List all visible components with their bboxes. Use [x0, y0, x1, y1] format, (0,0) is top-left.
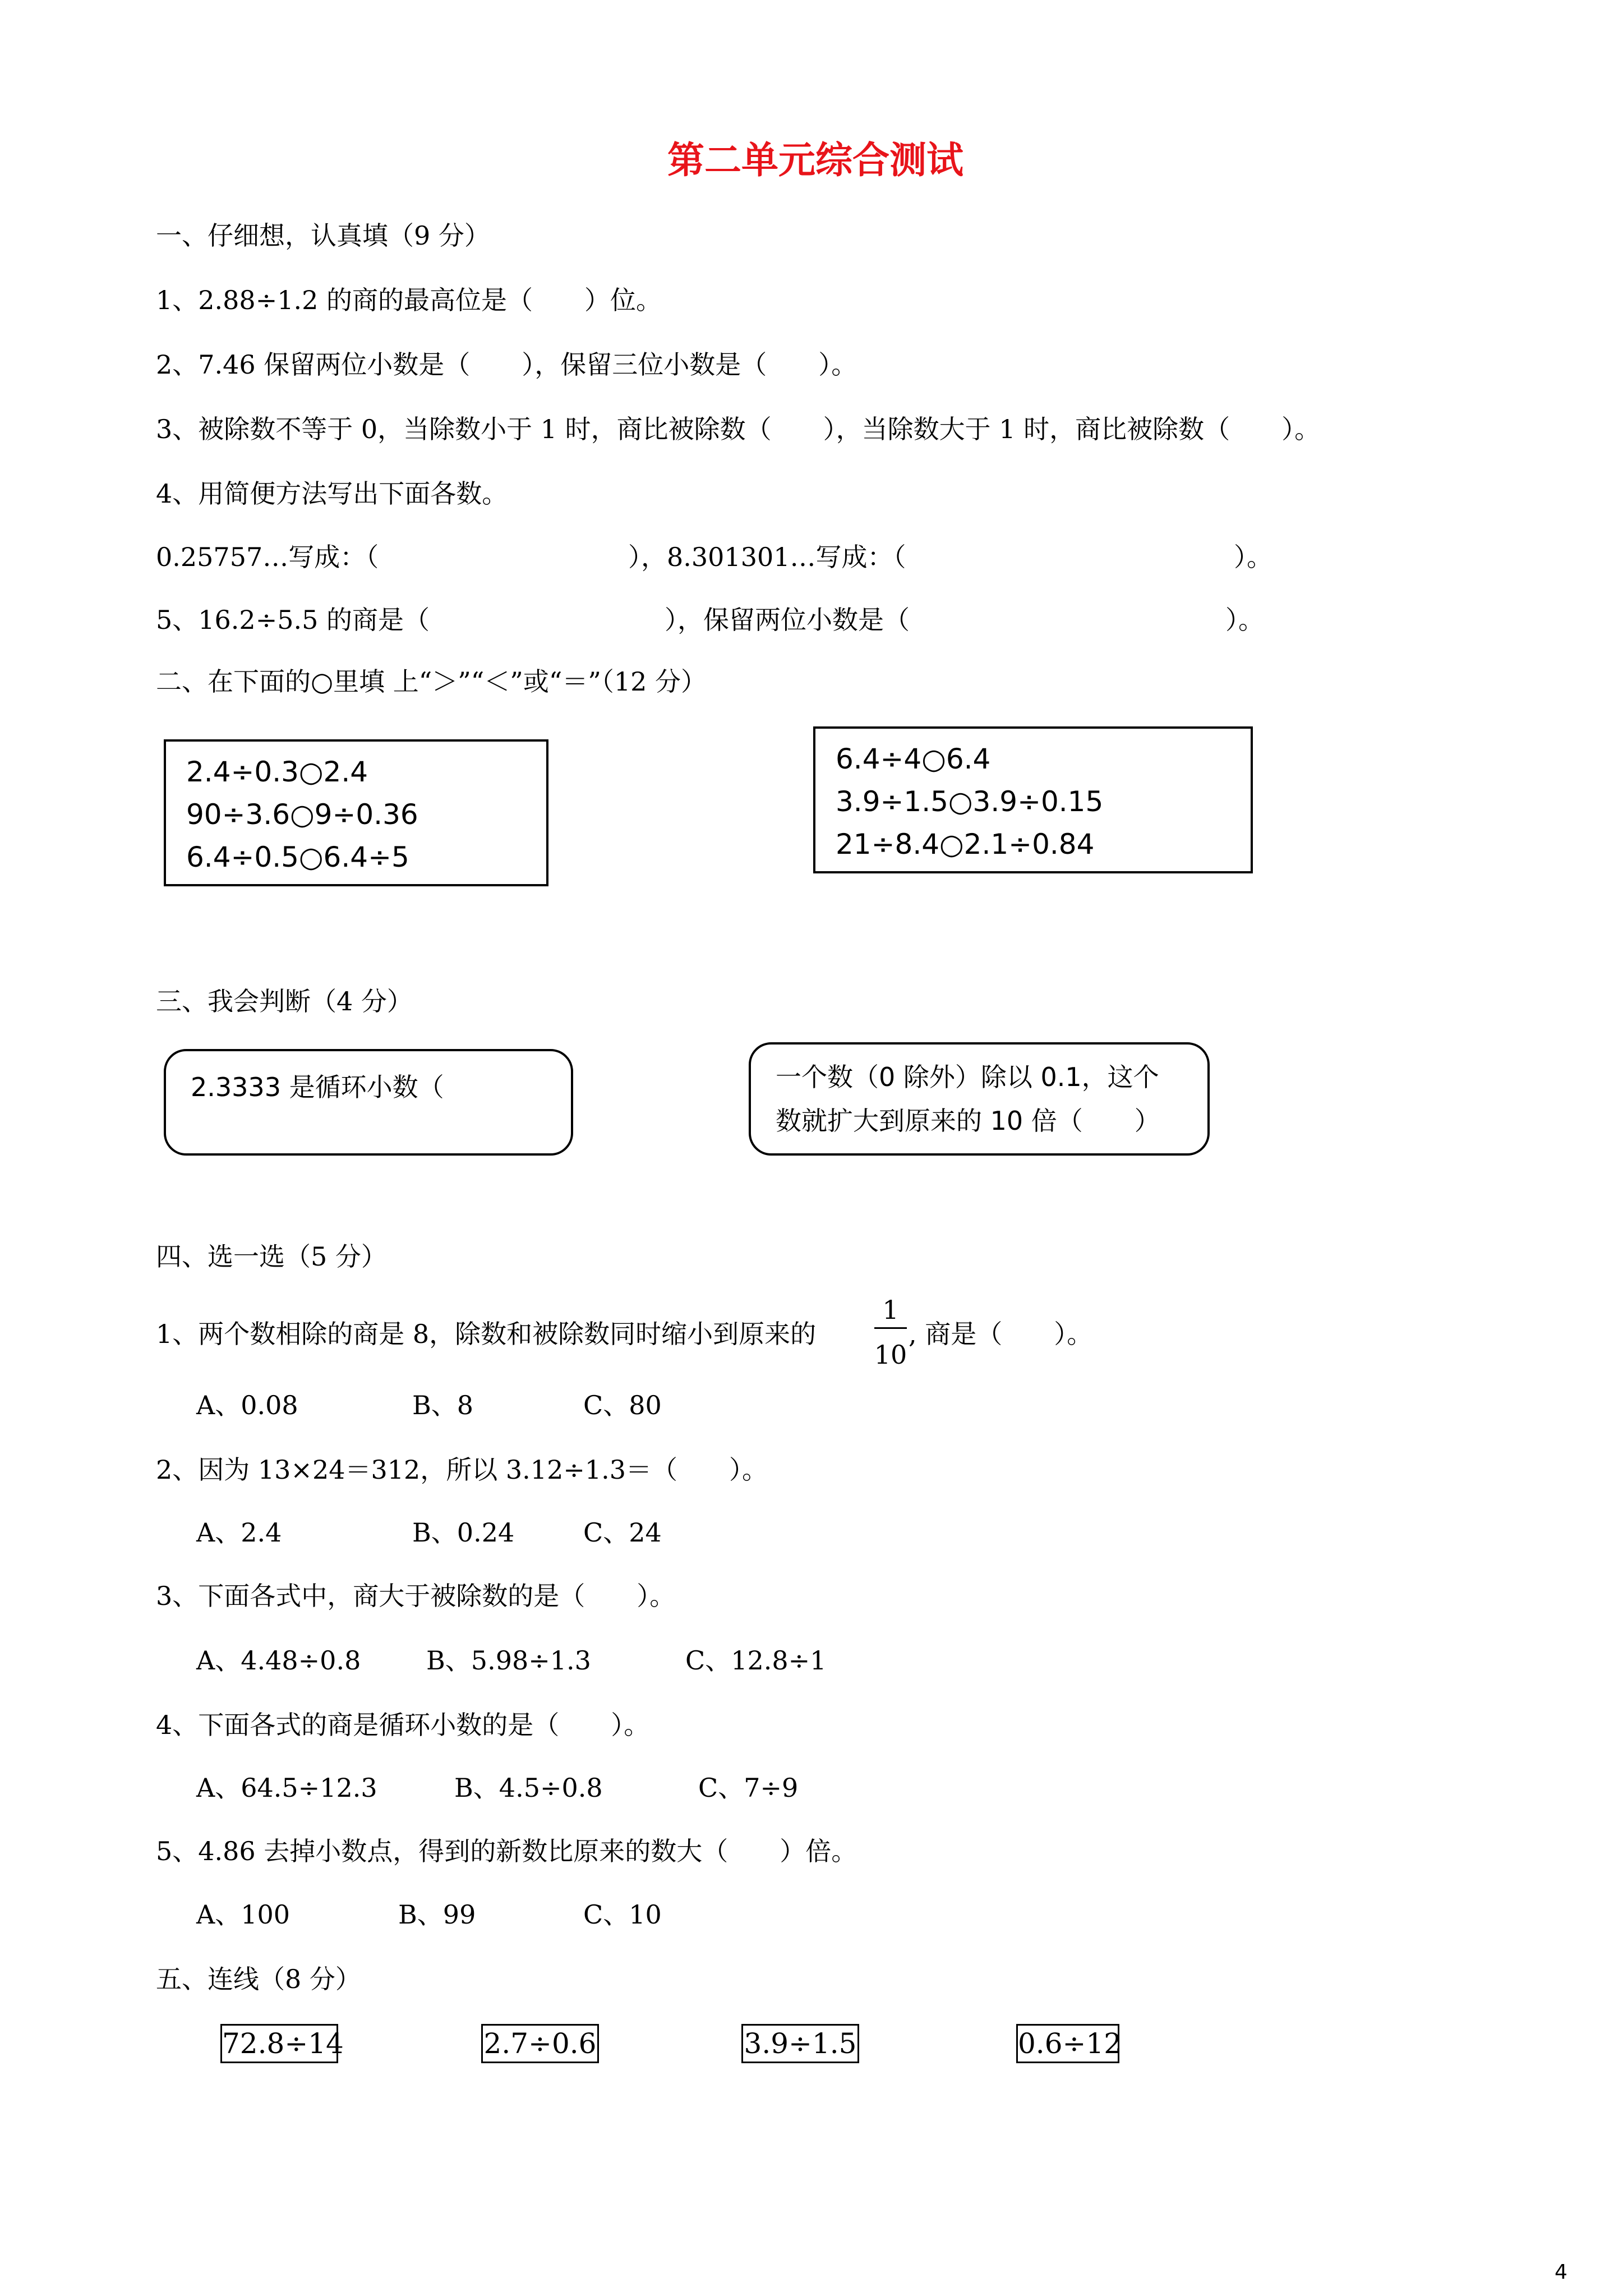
judgment-statement-line-2: 数就扩大到原来的 10 倍（ ） [776, 1106, 1160, 1136]
option-a: A、2.4 [196, 1517, 282, 1548]
s1-q4-part-b: ），8.301301…写成：（ [628, 542, 906, 572]
page-title: 第二单元综合测试 [667, 138, 963, 182]
option-b: B、99 [398, 1899, 476, 1930]
option-a: A、0.08 [196, 1390, 298, 1420]
s1-q5-part-b: ），保留两位小数是（ [665, 605, 910, 635]
comparison-item: 2.4÷0.3○2.4 [186, 756, 368, 788]
s4-question-2: 2、因为 13×24＝312，所以 3.12÷1.3＝（ ）。 [156, 1455, 768, 1485]
section-4-heading: 四、选一选（5 分） [156, 1241, 387, 1272]
judgment-statement-line-1: 一个数（0 除外）除以 0.1，这个 [776, 1062, 1159, 1092]
fraction-bar [874, 1327, 907, 1329]
comparison-item: 21÷8.4○2.1÷0.84 [836, 828, 1095, 861]
comparison-item: 90÷3.6○9÷0.36 [186, 798, 418, 831]
section-1-heading: 一、仔细想，认真填（9 分） [156, 220, 490, 251]
s1-question-2: 2、7.46 保留两位小数是（ ），保留三位小数是（ ）。 [156, 349, 857, 380]
judgment-box-left [164, 1049, 573, 1156]
s4-question-1-part-a: 1、两个数相除的商是 8，除数和被除数同时缩小到原来的 [156, 1319, 817, 1349]
fraction-denominator: 10 [874, 1340, 907, 1370]
matching-expression-box: 0.6÷12 [1016, 2024, 1119, 2063]
s4-question-5: 5、4.86 去掉小数点，得到的新数比原来的数大（ ）倍。 [156, 1836, 857, 1866]
option-a: A、4.48÷0.8 [196, 1645, 361, 1676]
option-c: C、12.8÷1 [685, 1645, 827, 1676]
s1-q5-part-a: 5、16.2÷5.5 的商是（ [156, 605, 430, 635]
option-b: B、8 [412, 1390, 474, 1420]
s1-question-1: 1、2.88÷1.2 的商的最高位是（ ）位。 [156, 285, 662, 315]
comparison-box-right [813, 726, 1253, 873]
comparison-box-left [164, 739, 548, 886]
option-b: B、4.5÷0.8 [454, 1773, 603, 1803]
comparison-item: 6.4÷0.5○6.4÷5 [186, 841, 409, 873]
comparison-item: 6.4÷4○6.4 [836, 743, 991, 775]
fraction-numerator: 1 [882, 1295, 899, 1325]
s1-question-4: 4、用简便方法写出下面各数。 [156, 478, 508, 509]
option-c: C、7÷9 [698, 1773, 799, 1803]
s1-q4-part-c: ）。 [1234, 542, 1272, 572]
matching-expression-box: 2.7÷0.6 [481, 2024, 599, 2063]
s1-q4-part-a: 0.25757…写成：（ [156, 542, 379, 572]
option-c: C、24 [583, 1517, 662, 1548]
section-3-heading: 三、我会判断（4 分） [156, 986, 413, 1016]
judgment-box-right [749, 1042, 1210, 1156]
option-a: A、64.5÷12.3 [196, 1773, 377, 1803]
section-5-heading: 五、连线（8 分） [156, 1964, 361, 1994]
comparison-item: 3.9÷1.5○3.9÷0.15 [836, 785, 1104, 818]
s4-question-1-part-b: , 商是（ ）。 [909, 1319, 1093, 1349]
s1-question-3: 3、被除数不等于 0，当除数小于 1 时，商比被除数（ ），当除数大于 1 时，商比被除数（ ）。 [156, 414, 1321, 444]
option-b: B、5.98÷1.3 [426, 1645, 591, 1676]
section-2-heading: 二、在下面的○里填 上“＞”“＜”或“＝”（12 分） [156, 666, 707, 697]
option-c: C、80 [583, 1390, 662, 1420]
judgment-statement: 2.3333 是循环小数（ [191, 1072, 444, 1102]
matching-expression-box: 72.8÷14 [220, 2024, 338, 2063]
page-number: 4 [1555, 2261, 1567, 2284]
option-c: C、10 [583, 1899, 662, 1930]
s4-question-4: 4、下面各式的商是循环小数的是（ ）。 [156, 1710, 650, 1740]
option-b: B、0.24 [412, 1517, 515, 1548]
option-a: A、100 [196, 1899, 291, 1930]
matching-expression-box: 3.9÷1.5 [741, 2024, 859, 2063]
s1-q5-part-c: ）。 [1225, 605, 1264, 635]
s4-question-3: 3、下面各式中，商大于被除数的是（ ）。 [156, 1581, 676, 1611]
